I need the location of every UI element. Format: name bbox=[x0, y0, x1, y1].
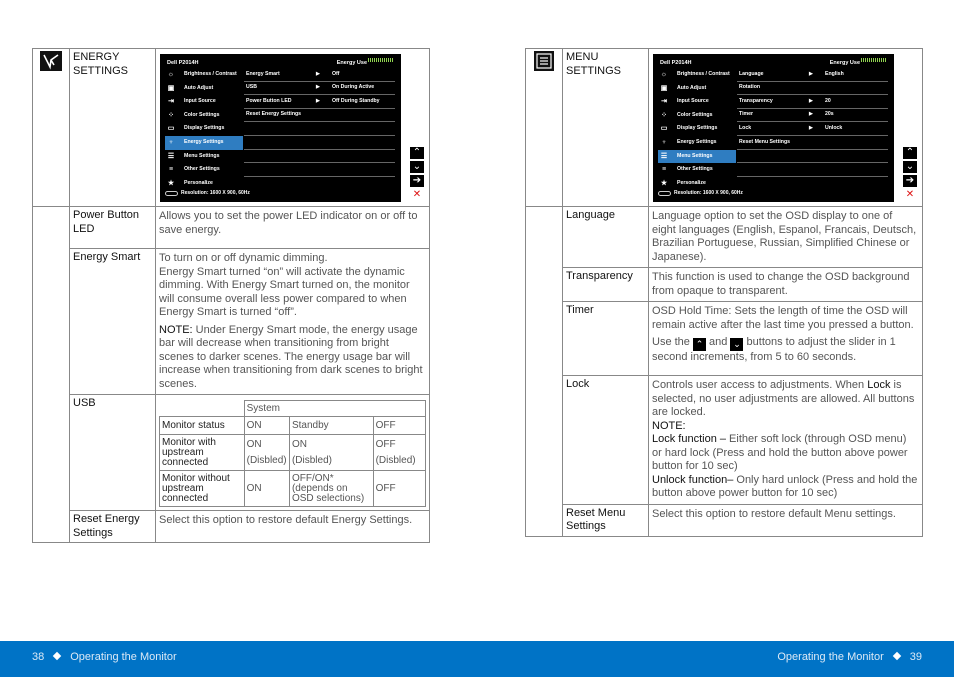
chevron-right-icon: ▶ bbox=[809, 97, 813, 104]
footer-right-text: Operating the Monitor bbox=[777, 651, 884, 663]
transparency-label: Transparency bbox=[563, 268, 649, 302]
hdmi-icon bbox=[165, 191, 178, 196]
reset-menu-settings-desc: Select this option to restore default Menu settings. bbox=[649, 504, 923, 536]
osd-menu-item[interactable]: ▣ Auto Adjust bbox=[660, 84, 707, 92]
usb-table-cell bbox=[156, 395, 430, 511]
osd-menu-item[interactable]: ⁘ Color Settings bbox=[658, 109, 736, 123]
display-settings-icon: ▭ bbox=[167, 125, 175, 133]
left-icon-column-spacer bbox=[33, 207, 70, 543]
personalize-icon: ★ bbox=[167, 179, 175, 187]
reset-energy-settings-label: Reset Energy Settings bbox=[70, 511, 156, 543]
osd-model: Dell P2014H bbox=[660, 60, 692, 66]
osd-preview-cell bbox=[649, 49, 923, 207]
brightness-icon: ☼ bbox=[167, 71, 175, 79]
osd-submenu-empty bbox=[737, 150, 888, 164]
close-icon[interactable]: ✕ bbox=[903, 189, 917, 201]
osd-menu-item[interactable]: ⇥ Input Source bbox=[165, 95, 243, 109]
osd-submenu-empty bbox=[244, 136, 395, 150]
personalize-icon: ★ bbox=[660, 179, 668, 187]
power-button-led-label: Power Button LED bbox=[70, 207, 156, 249]
energy-settings-icon: ♆ bbox=[661, 139, 667, 147]
osd-submenu-empty bbox=[244, 122, 395, 136]
osd-menu-item[interactable]: ☼ Brightness / Contrast bbox=[660, 71, 730, 79]
osd-submenu-empty bbox=[244, 163, 395, 177]
lock-desc: Controls user access to adjustments. When Lock is selected, no user adjustments are allowed. All buttons are locked. NOTE: Lock function – Either soft lock (through OSD menu) or hard lock (Press and hold the button above power button for 10 sec) Unlock function– Only hard unlock (Press and hold the button above power button for 10 sec) bbox=[649, 376, 923, 505]
reset-energy-settings-desc: Select this option to restore default Energy Settings. bbox=[156, 511, 430, 543]
osd-submenu-empty bbox=[244, 150, 395, 164]
usb-status-table: System Monitor status ON Standby OFF Monitor with upstream connected ON (Disbled) ON (Disbled) OFF (Disbled) Monitor without upstream connected ON OFF/ON* (depends on OSD selections) OFF bbox=[159, 400, 426, 507]
input-source-icon: ⇥ bbox=[661, 98, 667, 106]
osd-menu-item-selected[interactable]: ♆ Energy Settings bbox=[165, 136, 243, 150]
osd-main-menu bbox=[658, 68, 736, 190]
chevron-right-icon: ▶ bbox=[316, 97, 320, 104]
osd-menu-item[interactable]: ⁘ Color Settings bbox=[165, 109, 243, 123]
usb-label: USB bbox=[70, 395, 156, 511]
osd-submenu-item[interactable]: Timer ▶ 20s bbox=[737, 109, 888, 123]
reset-menu-settings-label: Reset Menu Settings bbox=[563, 504, 649, 536]
osd-submenu-item[interactable]: Reset Menu Settings bbox=[737, 136, 888, 150]
close-icon[interactable]: ✕ bbox=[410, 189, 424, 201]
color-settings-icon: ⁘ bbox=[168, 111, 174, 119]
menu-settings-icon: ☰ bbox=[167, 152, 175, 160]
osd-menu-item[interactable]: ▭ Display Settings bbox=[167, 125, 225, 133]
osd-resolution: Resolution: 1600 X 900, 60Hz bbox=[165, 187, 250, 201]
energy-use-bar bbox=[368, 58, 394, 62]
energy-settings-table bbox=[32, 48, 430, 543]
osd-submenu-empty bbox=[737, 177, 888, 191]
osd-submenu-item[interactable]: USB ▶ On During Active bbox=[244, 82, 395, 96]
osd-energy-use: Energy Use bbox=[829, 60, 860, 66]
osd-menu-item[interactable]: ♆ Energy Settings bbox=[658, 136, 736, 150]
brightness-icon: ☼ bbox=[660, 71, 668, 79]
down-arrow-icon[interactable]: ⌄ bbox=[410, 161, 424, 173]
osd-side-buttons bbox=[410, 147, 424, 201]
right-icon-column-spacer bbox=[526, 207, 563, 537]
footer-left bbox=[32, 651, 177, 663]
diamond-icon bbox=[893, 652, 901, 660]
chevron-right-icon: ▶ bbox=[316, 70, 320, 77]
language-label: Language bbox=[563, 207, 649, 268]
display-settings-icon: ▭ bbox=[660, 125, 668, 133]
energy-settings-icon: ♆ bbox=[168, 139, 174, 147]
transparency-desc: This function is used to change the OSD background from opaque to transparent. bbox=[649, 268, 923, 302]
menu-settings-table bbox=[525, 48, 923, 537]
energy-smart-label: Energy Smart bbox=[70, 249, 156, 395]
other-settings-icon: ≡ bbox=[168, 166, 174, 174]
down-button-icon: ⌄ bbox=[730, 338, 743, 351]
enter-arrow-icon[interactable]: ➔ bbox=[410, 175, 424, 187]
osd-submenu bbox=[737, 68, 888, 190]
timer-desc: OSD Hold Time: Sets the length of time the OSD will remain active after the last time you pressed a button. Use the ⌃ and ⌄ buttons to adjust the slider in 1 second increments, from 5 to 60 seconds. bbox=[649, 302, 923, 376]
osd-submenu-empty bbox=[244, 177, 395, 191]
energy-settings-icon-cell bbox=[33, 49, 70, 207]
osd-side-buttons bbox=[903, 147, 917, 201]
footer-right bbox=[777, 651, 922, 663]
up-button-icon: ⌃ bbox=[693, 338, 706, 351]
osd-model: Dell P2014H bbox=[167, 60, 199, 66]
menu-settings-icon-cell bbox=[526, 49, 563, 207]
up-arrow-icon[interactable]: ⌃ bbox=[903, 147, 917, 159]
osd-screen bbox=[160, 54, 401, 202]
energy-settings-icon bbox=[40, 51, 62, 71]
down-arrow-icon[interactable]: ⌄ bbox=[903, 161, 917, 173]
page-footer bbox=[0, 641, 954, 677]
menu-settings-icon: ☰ bbox=[660, 152, 668, 160]
page-number-left: 38 bbox=[32, 651, 45, 663]
lock-label: Lock bbox=[563, 376, 649, 505]
osd-menu-item-selected[interactable]: ☰ Menu Settings bbox=[658, 150, 736, 164]
chevron-right-icon: ▶ bbox=[809, 124, 813, 131]
power-button-led-desc: Allows you to set the power LED indicator on or off to save energy. bbox=[156, 207, 430, 249]
energy-smart-desc: To turn on or off dynamic dimming. Energy Smart turned “on” will activate the dynamic dimming. With Energy Smart turned on, the monitor will consume overall less power compared to when Energy Smart is turned “off”. NOTE: Under Energy Smart mode, the energy usage bar will decrease when transitioning from bright scenes to darker scenes. The energy usage bar will increase when transitioning from dark scenes to bright scenes. bbox=[156, 249, 430, 395]
osd-menu-item[interactable]: ★ Personalize bbox=[660, 179, 706, 187]
chevron-right-icon: ▶ bbox=[809, 70, 813, 77]
other-settings-icon: ≡ bbox=[661, 166, 667, 174]
timer-label: Timer bbox=[563, 302, 649, 376]
osd-submenu-item[interactable]: Rotation bbox=[737, 82, 888, 96]
auto-adjust-icon: ▣ bbox=[167, 84, 175, 92]
menu-settings-title: MENU SETTINGS bbox=[563, 49, 649, 207]
energy-use-bar bbox=[861, 58, 887, 62]
language-desc: Language option to set the OSD display to one of eight languages (English, Espanol, Francais, Deutsch, Brazilian Portuguese, Russian, Simplified Chinese or Japanese). bbox=[649, 207, 923, 268]
osd-submenu bbox=[244, 68, 395, 190]
diamond-icon bbox=[53, 652, 61, 660]
osd-menu-item[interactable]: ≡ Other Settings bbox=[165, 163, 243, 177]
osd-screen bbox=[653, 54, 894, 202]
footer-left-text: Operating the Monitor bbox=[70, 651, 177, 663]
osd-menu-item[interactable]: ★ Personalize bbox=[167, 179, 213, 187]
up-arrow-icon[interactable]: ⌃ bbox=[410, 147, 424, 159]
color-settings-icon: ⁘ bbox=[661, 111, 667, 119]
osd-submenu-item[interactable]: Lock ▶ Unlock bbox=[737, 122, 888, 136]
osd-energy-use: Energy Use bbox=[336, 60, 367, 66]
input-source-icon: ⇥ bbox=[168, 98, 174, 106]
osd-submenu-empty bbox=[737, 163, 888, 177]
osd-menu-item[interactable]: ≡ Other Settings bbox=[658, 163, 736, 177]
enter-arrow-icon[interactable]: ➔ bbox=[903, 175, 917, 187]
osd-submenu-item[interactable]: Energy Smart ▶ Off bbox=[244, 68, 395, 82]
menu-settings-icon bbox=[534, 51, 554, 71]
osd-preview-cell bbox=[156, 49, 430, 207]
osd-submenu-item[interactable]: Reset Energy Settings bbox=[244, 109, 395, 123]
osd-main-menu bbox=[165, 68, 243, 190]
hdmi-icon bbox=[658, 191, 671, 196]
osd-menu-item[interactable]: ⇥ Input Source bbox=[658, 95, 736, 109]
osd-submenu-item[interactable]: Transparency ▶ 20 bbox=[737, 95, 888, 109]
energy-settings-title: ENERGY SETTINGS bbox=[70, 49, 156, 207]
osd-menu-item[interactable]: ☰ Menu Settings bbox=[167, 152, 220, 160]
osd-menu-item[interactable]: ▣ Auto Adjust bbox=[167, 84, 214, 92]
osd-submenu-item[interactable]: Power Button LED ▶ Off During Standby bbox=[244, 95, 395, 109]
osd-menu-item[interactable]: ☼ Brightness / Contrast bbox=[167, 71, 237, 79]
osd-menu-item[interactable]: ▭ Display Settings bbox=[660, 125, 718, 133]
auto-adjust-icon: ▣ bbox=[660, 84, 668, 92]
chevron-right-icon: ▶ bbox=[809, 111, 813, 118]
page-number-right: 39 bbox=[909, 651, 922, 663]
osd-resolution: Resolution: 1600 X 900, 60Hz bbox=[658, 187, 743, 201]
osd-submenu-item[interactable]: Language ▶ English bbox=[737, 68, 888, 82]
chevron-right-icon: ▶ bbox=[316, 84, 320, 91]
